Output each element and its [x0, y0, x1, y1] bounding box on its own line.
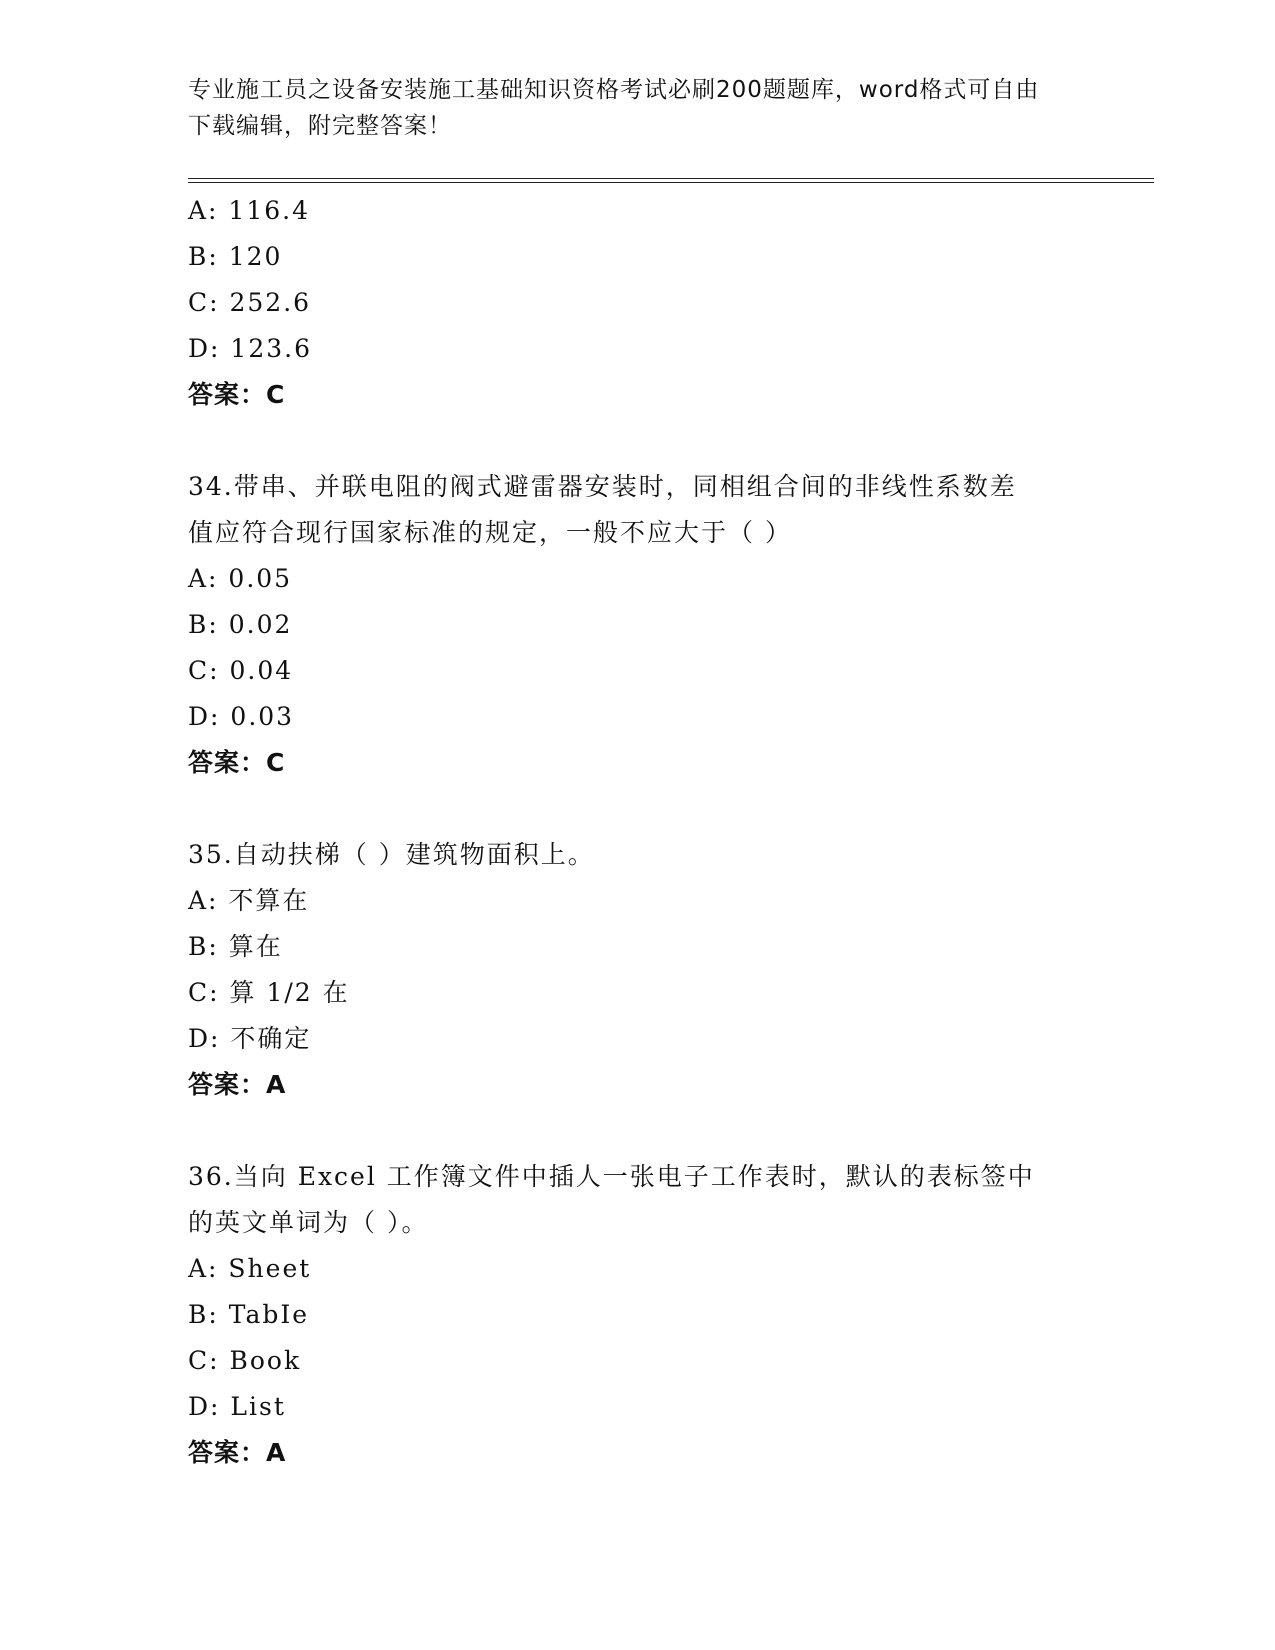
- option-d: D: List: [188, 1392, 286, 1421]
- header-line-2: 下载编辑，附完整答案！: [188, 113, 452, 139]
- question-35: [188, 832, 1118, 1108]
- option-a: A: 0.05: [188, 564, 293, 593]
- question-text-line-2: 值应符合现行国家标准的规定，一般不应大于（ ）: [188, 518, 792, 547]
- option-d: D: 0.03: [188, 702, 295, 731]
- question-34: [188, 464, 1118, 786]
- option-a: A: 不算在: [188, 886, 310, 915]
- option-c: C: 252.6: [188, 288, 312, 317]
- option-a: A: Sheet: [188, 1254, 312, 1283]
- question-text: [188, 464, 1118, 556]
- question-36: [188, 1154, 1118, 1476]
- question-text-line-2: 的英文单词为（ ）。: [188, 1208, 429, 1237]
- question-list: [188, 188, 1118, 1476]
- option-b: B: TabIe: [188, 1300, 310, 1329]
- question-text-line-1: 34.带串、并联电阻的阀式避雷器安装时，同相组合间的非线性系数差: [188, 472, 1017, 501]
- option-a: A: 116.4: [188, 196, 310, 225]
- option-b: B: 算在: [188, 932, 283, 961]
- option-c: C: Book: [188, 1346, 302, 1375]
- question-33-continuation: [188, 188, 1118, 418]
- option-c: C: 0.04: [188, 656, 294, 685]
- question-text-line-1: 36.当向 Excel 工作簿文件中插人一张电子工作表时，默认的表标签中: [188, 1162, 1035, 1191]
- document-header: [188, 72, 1088, 144]
- question-text-line-1: 35.自动扶梯（ ）建筑物面积上。: [188, 840, 595, 869]
- question-text: [188, 832, 1118, 878]
- answer-label: 答案：A: [188, 1438, 287, 1467]
- header-rule-top: [188, 178, 1154, 179]
- header-rule-bottom: [188, 182, 1154, 183]
- option-b: B: 120: [188, 242, 283, 271]
- question-text: [188, 1154, 1118, 1246]
- answer-label: 答案：C: [188, 380, 286, 409]
- option-d: D: 不确定: [188, 1024, 312, 1053]
- option-b: B: 0.02: [188, 610, 293, 639]
- answer-label: 答案：A: [188, 1070, 287, 1099]
- option-d: D: 123.6: [188, 334, 312, 363]
- header-line-1: 专业施工员之设备安装施工基础知识资格考试必刷200题题库，word格式可自由: [188, 77, 1040, 103]
- answer-label: 答案：C: [188, 748, 286, 777]
- option-c: C: 算 1/2 在: [188, 978, 350, 1007]
